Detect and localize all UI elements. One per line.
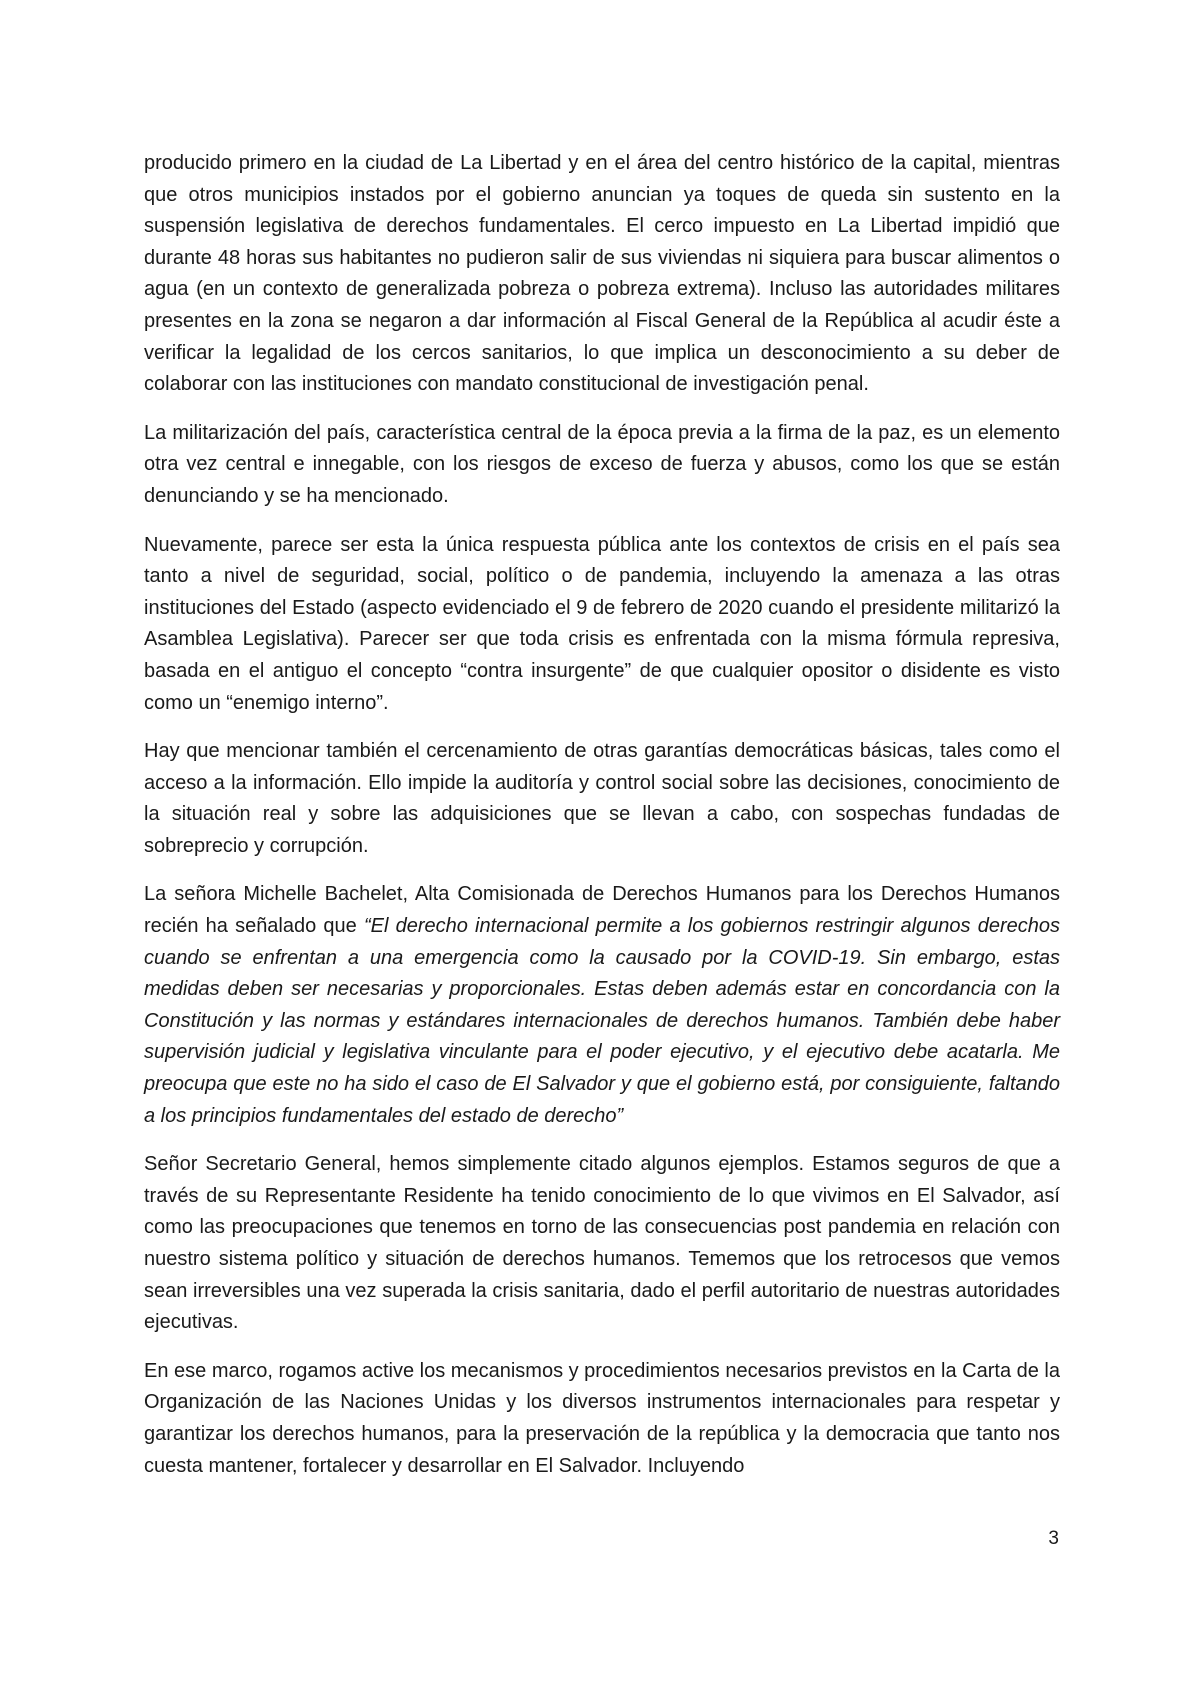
quote-intro: La señora Michelle Bachelet, Alta Comisionada de Derechos Humanos para los Derechos Humanos recién ha señalado que xyxy=(144,883,1060,938)
paragraph-crisis-response: Nuevamente, parece ser esta la única respuesta pública ante los contextos de crisis en el país sea tanto a nivel de seguridad, social, político o de pandemia, incluyendo la amenaza a las otras instituciones del Estado (aspecto evidenciado el 9 de febrero de 2020 cuando el presidente militarizó la Asamblea Legislativa). Parecer ser que toda crisis es enfrentada con la misma fórmula represiva, basada en el antiguo el concepto “contra insurgente” de que cualquier opositor o disidente es visto como un “enemigo interno”. xyxy=(144,533,1060,714)
page-number: 3 xyxy=(1048,1528,1059,1549)
paragraph-request: En ese marco, rogamos active los mecanismos y procedimientos necesarios previstos en la Carta de la Organización de las Naciones Unidas y los diversos instrumentos internacionales para respetar y garantizar los derechos humanos, para la preservación de la república y la democracia que tanto nos cuesta mantener, fortalecer y desarrollar en El Salvador. Incluyendo xyxy=(144,1359,1060,1477)
paragraph-information-access: Hay que mencionar también el cercenamiento de otras garantías democráticas básicas, tales como el acceso a la información. Ello impide la auditoría y control social sobre las decisiones, conocimiento de la situación real y sobre las adquisiciones que se llevan a cabo, con sospechas fundadas de sobreprecio y corrupción. xyxy=(144,740,1060,857)
paragraph-lockdown: producido primero en la ciudad de La Libertad y en el área del centro histórico de la capital, mientras que otros municipios instados por el gobierno anuncian ya toques de queda sin sustento en la suspensión legislativa de derechos fundamentales. El cerco impuesto en La Libertad impidió que durante 48 horas sus habitantes no pudieron salir de sus viviendas ni siquiera para buscar alimentos o agua (en un contexto de generalizada pobreza o pobreza extrema). Incluso las autoridades militares presentes en la zona se negaron a dar información al Fiscal General de la República al acudir éste a verificar la legalidad de los cercos sanitarios, lo que implica un desconocimiento a su deber de colaborar con las instituciones con mandato constitucional de investigación penal. xyxy=(144,152,1060,396)
paragraph-bachelet-quote xyxy=(144,879,1060,1132)
document-body xyxy=(144,148,1060,1499)
paragraph-secretary-general: Señor Secretario General, hemos simplemente citado algunos ejemplos. Estamos seguros de que a través de su Representante Residente ha tenido conocimiento de lo que vivimos en El Salvador, así como las preocupaciones que tenemos en torno de las consecuencias post pandemia en relación con nuestro sistema político y situación de derechos humanos. Tememos que los retrocesos que vemos sean irreversibles una vez superada la crisis sanitaria, dado el perfil autoritario de nuestras autoridades ejecutivas. xyxy=(144,1153,1060,1334)
paragraph-militarization: La militarización del país, característica central de la época previa a la firma de la paz, es un elemento otra vez central e innegable, con los riesgos de exceso de fuerza y abusos, como los que se están denunciando y se ha mencionado. xyxy=(144,421,1060,507)
quote-text: “El derecho internacional permite a los gobiernos restringir algunos derechos cuando se enfrentan a una emergencia como la causado por la COVID-19. Sin embargo, estas medidas deben ser necesarias y proporcionales. Estas deben además estar en concordancia con la Constitución y las normas y estándares internacionales de derechos humanos. También debe haber supervisión judicial y legislativa vinculante para el poder ejecutivo, y el ejecutivo debe acatarla. Me preocupa que este no ha sido el caso de El Salvador y que el gobierno está, por consiguiente, faltando a los principios fundamentales del estado de derecho” xyxy=(144,915,1061,1127)
